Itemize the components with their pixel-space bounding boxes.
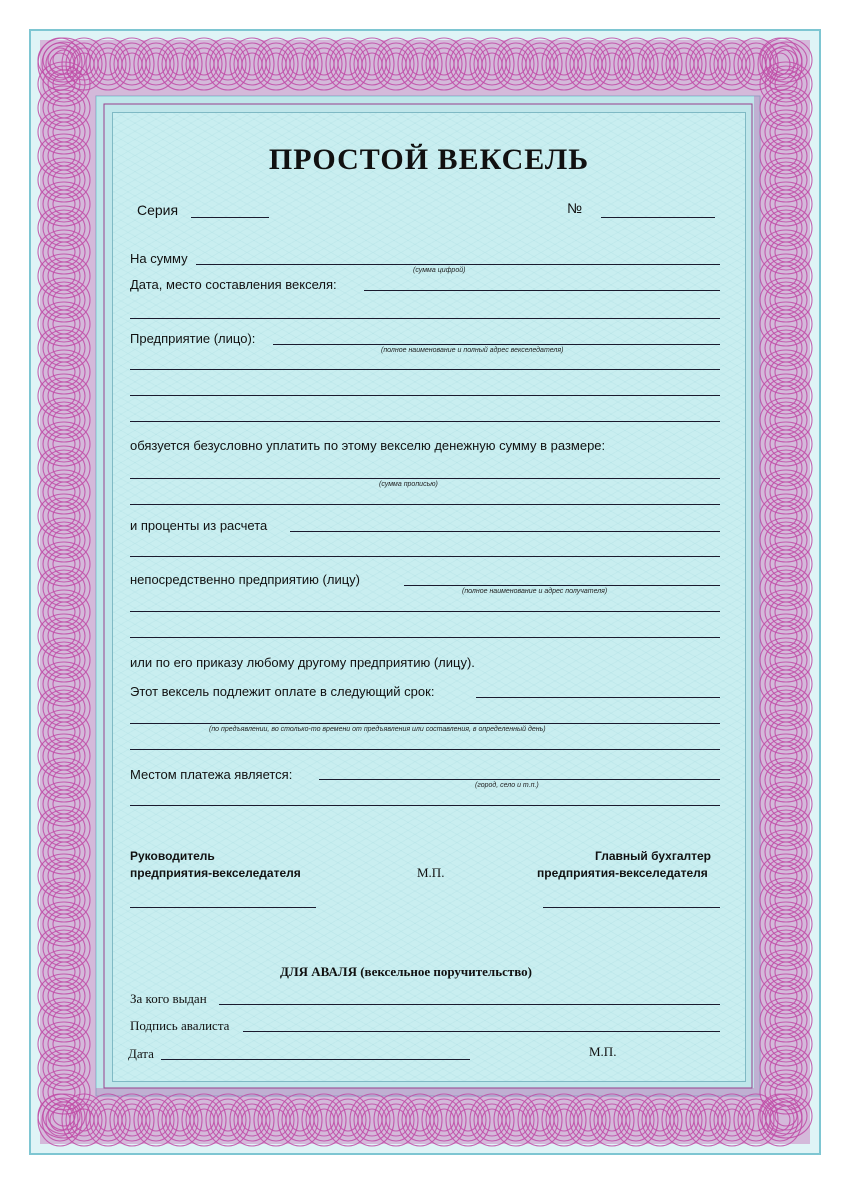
sum-digits-hint: (сумма цифрой): [413, 267, 466, 274]
aval-date-label: Дата: [128, 1046, 154, 1061]
obligation-text: обязуется безусловно уплатить по этому векселю денежную сумму в размере:: [130, 438, 606, 453]
interest-label: и проценты из расчета: [130, 518, 268, 533]
page-title: ПРОСТОЙ ВЕКСЕЛЬ: [268, 143, 590, 176]
enterprise-field-4[interactable]: [130, 421, 720, 422]
promissory-note-form: [112, 112, 746, 1082]
aval-date-field[interactable]: [161, 1059, 470, 1060]
payment-place-field[interactable]: [319, 779, 720, 780]
interest-field[interactable]: [290, 531, 720, 532]
enterprise-field-3[interactable]: [130, 395, 720, 396]
enterprise-field-2[interactable]: [130, 369, 720, 370]
accountant-label-2: предприятия-векселедателя: [537, 866, 708, 880]
term-hint: (по предъявлении, во столько-то времени от предъявления или составления, в определенный день): [209, 726, 546, 733]
payee-label: непосредственно предприятию (лицу): [130, 572, 360, 587]
enterprise-hint: (полное наименование и полный адрес векселедателя): [381, 347, 564, 354]
payment-place-label: Местом платежа является:: [130, 767, 293, 782]
seria-field[interactable]: [191, 217, 269, 218]
director-label-1: Руководитель: [130, 849, 215, 863]
number-label: №: [567, 200, 583, 216]
payee-field-3[interactable]: [130, 637, 720, 638]
enterprise-field[interactable]: [273, 344, 720, 345]
sum-words-hint: (сумма прописью): [379, 481, 438, 488]
sum-words-field[interactable]: [130, 478, 720, 479]
order-clause: или по его приказу любому другому предприятию (лицу).: [130, 655, 475, 670]
sum-words-field-2[interactable]: [130, 504, 720, 505]
enterprise-label: Предприятие (лицо):: [130, 331, 256, 346]
director-signature-field[interactable]: [130, 907, 316, 908]
interest-field-2[interactable]: [130, 556, 720, 557]
aval-heading: ДЛЯ АВАЛЯ (вексельное поручительство): [280, 964, 532, 979]
director-label-2: предприятия-векселедателя: [130, 866, 301, 880]
payment-place-field-2[interactable]: [130, 805, 720, 806]
aval-for-label: За кого выдан: [130, 991, 207, 1006]
term-field-3[interactable]: [130, 749, 720, 750]
aval-stamp-label: М.П.: [589, 1044, 617, 1059]
date-place-field[interactable]: [364, 290, 720, 291]
aval-signature-label: Подпись авалиста: [130, 1018, 230, 1033]
number-field[interactable]: [601, 217, 715, 218]
seria-label: Серия: [137, 202, 179, 218]
aval-signature-field[interactable]: [243, 1031, 720, 1032]
accountant-signature-field[interactable]: [543, 907, 720, 908]
aval-for-field[interactable]: [219, 1004, 720, 1005]
payment-place-hint: (город, село и т.п.): [475, 782, 539, 789]
term-label: Этот вексель подлежит оплате в следующий срок:: [130, 684, 435, 699]
term-field-2[interactable]: [130, 723, 720, 724]
payee-hint: (полное наименование и адрес получателя): [462, 588, 608, 595]
date-place-field-2[interactable]: [130, 318, 720, 319]
term-field[interactable]: [476, 697, 720, 698]
stamp-label: М.П.: [417, 865, 445, 880]
payee-field[interactable]: [404, 585, 720, 586]
sum-digits-field[interactable]: [196, 264, 720, 265]
date-place-label: Дата, место составления векселя:: [130, 277, 337, 292]
sum-label: На сумму: [130, 251, 188, 266]
accountant-label-1: Главный бухгалтер: [595, 849, 712, 863]
payee-field-2[interactable]: [130, 611, 720, 612]
